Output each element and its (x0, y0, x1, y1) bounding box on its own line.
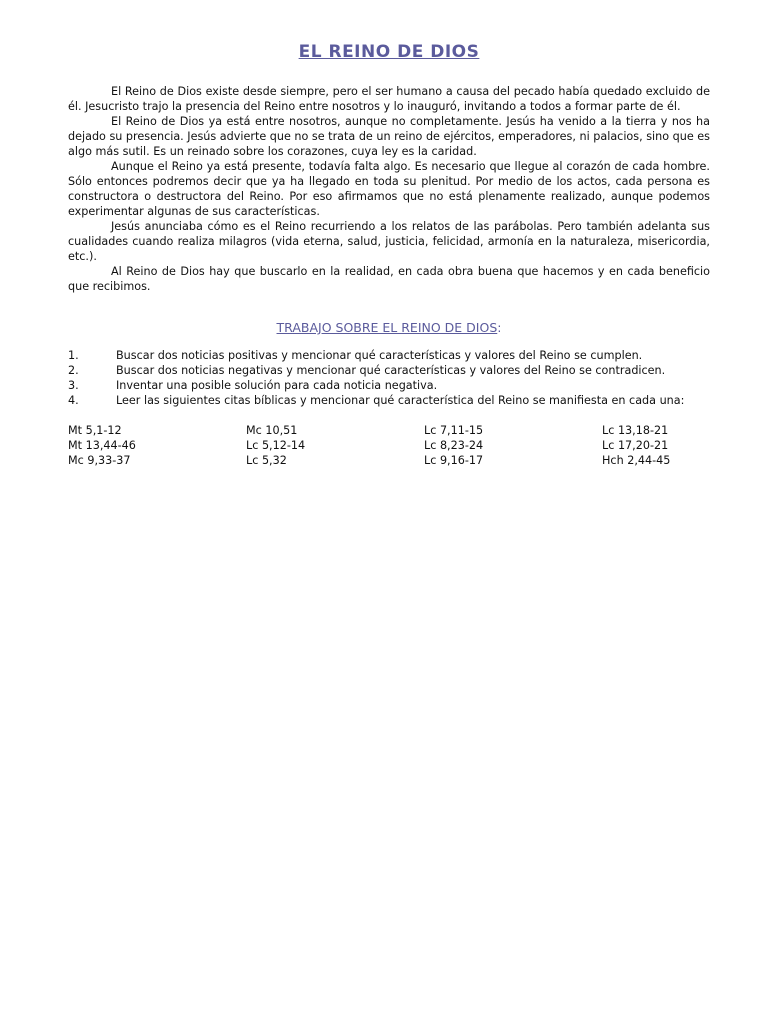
subtitle-text: TRABAJO SOBRE EL REINO DE DIOS (276, 320, 498, 335)
task-text: Leer las siguientes citas bíblicas y mencionar qué característica del Reino se manifiesta en cada una: (116, 394, 685, 407)
task-number: 3. (68, 379, 79, 392)
body-text (68, 84, 710, 294)
task-list (68, 348, 710, 408)
task-item-1 (68, 348, 710, 363)
task-text: Buscar dos noticias positivas y mencionar qué características y valores del Reino se cumplen. (116, 349, 643, 362)
paragraph-2: El Reino de Dios ya está entre nosotros, aunque no completamente. Jesús ha venido a la tierra y nos ha dejado su presencia. Jesús advierte que no se trata de un reino de ejércitos, emperadores, ni palacios, sino que es algo más sutil. Es un reinado sobre los corazones, cuya ley es la caridad. (68, 115, 710, 158)
document-page (68, 40, 710, 468)
paragraph-5: Al Reino de Dios hay que buscarlo en la realidad, en cada obra buena que hacemos y en cada beneficio que recibimos. (68, 265, 710, 293)
citations-grid (68, 423, 710, 468)
task-item-4 (68, 393, 710, 408)
section-subtitle (68, 320, 710, 336)
paragraph-1: El Reino de Dios existe desde siempre, pero el ser humano a causa del pecado había quedado excluido de él. Jesucristo trajo la presencia del Reino entre nosotros y lo inauguró, invitando a todos a formar parte de él. (68, 85, 710, 113)
citation: Lc 5,32 (246, 454, 287, 467)
citation: Lc 8,23-24 (424, 439, 484, 452)
subtitle-colon: : (497, 320, 502, 335)
citation: Lc 17,20-21 (602, 439, 669, 452)
task-item-2 (68, 363, 710, 378)
paragraph-4: Jesús anunciaba cómo es el Reino recurriendo a los relatos de las parábolas. Pero también adelanta sus cualidades cuando realiza milagros (vida eterna, salud, justicia, felicidad, armonía en la naturaleza, misericordia, etc.). (68, 220, 710, 263)
citation: Mc 10,51 (246, 424, 298, 437)
task-item-3 (68, 378, 710, 393)
task-text: Inventar una posible solución para cada noticia negativa. (116, 379, 438, 392)
paragraph-3: Aunque el Reino ya está presente, todavía falta algo. Es necesario que llegue al corazón de cada hombre. Sólo entonces podremos decir que ya ha llegado en toda su plenitud. Por medio de los actos, cada persona es constructora o destructora del Reino. Por eso afirmamos que no está plenamente realizado, aunque podemos experimentar algunas de sus características. (68, 160, 710, 218)
task-text: Buscar dos noticias negativas y mencionar qué características y valores del Reino se contradicen. (116, 364, 666, 377)
task-number: 4. (68, 394, 79, 407)
citation: Mc 9,33-37 (68, 454, 131, 467)
document-title: EL REINO DE DIOS (298, 42, 480, 62)
task-number: 2. (68, 364, 79, 377)
citation: Lc 13,18-21 (602, 424, 669, 437)
citation: Lc 5,12-14 (246, 439, 306, 452)
citation: Mt 13,44-46 (68, 439, 136, 452)
citation: Mt 5,1-12 (68, 424, 122, 437)
citation: Lc 7,11-15 (424, 424, 484, 437)
citation: Lc 9,16-17 (424, 454, 484, 467)
task-number: 1. (68, 349, 79, 362)
citation: Hch 2,44-45 (602, 454, 671, 467)
